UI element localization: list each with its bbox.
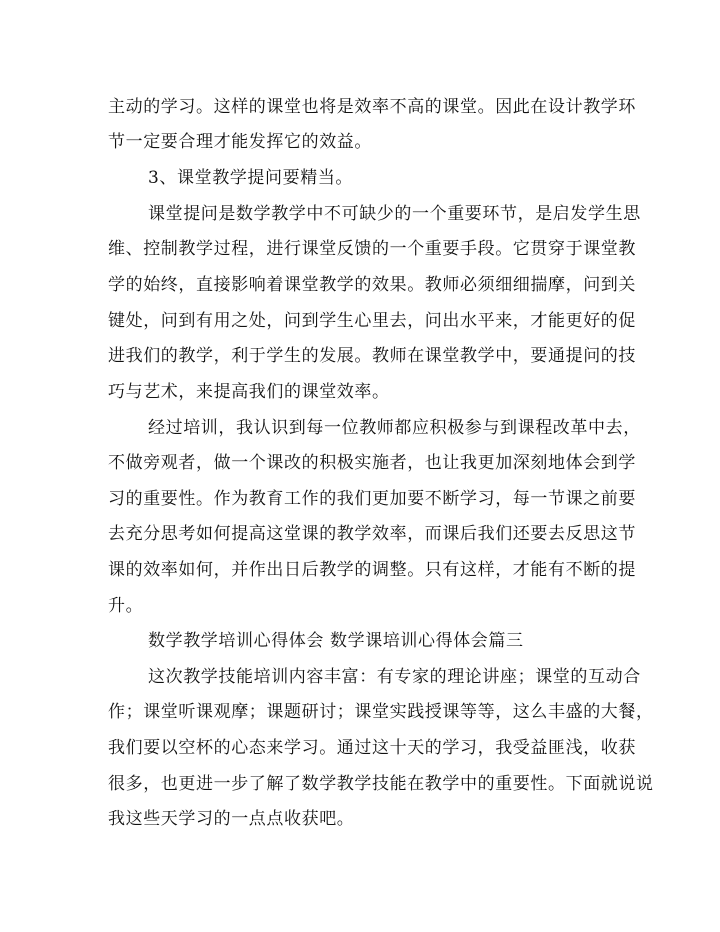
paragraph-line: 课的效率如何，并作出日后教学的调整。只有这样，才能有不断的提 <box>108 560 636 580</box>
paragraph-line: 节一定要合理才能发挥它的效益。 <box>108 132 372 152</box>
paragraph-line: 巧与艺术，来提高我们的课堂效率。 <box>108 382 390 402</box>
paragraph-line: 我这些天学习的一点点收获吧。 <box>108 809 355 829</box>
paragraph-line: 不做旁观者，做一个课改的积极实施者，也让我更加深刻地体会到学 <box>108 453 636 473</box>
paragraph-line: 主动的学习。这样的课堂也将是效率不高的课堂。因此在设计教学环 <box>108 97 636 117</box>
paragraph-line: 我们要以空杯的心态来学习。通过这十天的学习，我受益匪浅，收获 <box>108 738 636 758</box>
article-title: 数学教学培训心得体会 数学课培训心得体会篇三 <box>148 631 524 651</box>
paragraph-line: 课堂提问是数学教学中不可缺少的一个重要环节，是启发学生思 <box>148 204 641 224</box>
paragraph-line: 去充分思考如何提高这堂课的教学效率，而课后我们还要去反思这节 <box>108 524 636 544</box>
section-heading: 3、课堂教学提问要精当。 <box>148 168 354 188</box>
paragraph-line: 作；课堂听课观摩；课题研讨；课堂实践授课等等，这么丰盛的大餐， <box>108 702 654 722</box>
paragraph-line: 这次教学技能培训内容丰富：有专家的理论讲座；课堂的互动合 <box>148 667 641 687</box>
paragraph-line: 经过培训，我认识到每一位教师都应积极参与到课程改革中去， <box>148 418 641 438</box>
paragraph-line: 进我们的教学，利于学生的发展。教师在课堂教学中，要通提问的技 <box>108 346 636 366</box>
paragraph-line: 很多，也更进一步了解了数学教学技能在教学中的重要性。下面就说说 <box>108 774 654 794</box>
paragraph-line: 学的始终，直接影响着课堂教学的效果。教师必须细细揣摩，问到关 <box>108 275 636 295</box>
paragraph-line: 键处，问到有用之处，问到学生心里去，问出水平来，才能更好的促 <box>108 311 636 331</box>
paragraph-line: 升。 <box>108 596 144 616</box>
paragraph-line: 维、控制教学过程，进行课堂反馈的一个重要手段。它贯穿于课堂教 <box>108 239 636 259</box>
paragraph-line: 习的重要性。作为教育工作的我们更加要不断学习，每一节课之前要 <box>108 489 636 509</box>
